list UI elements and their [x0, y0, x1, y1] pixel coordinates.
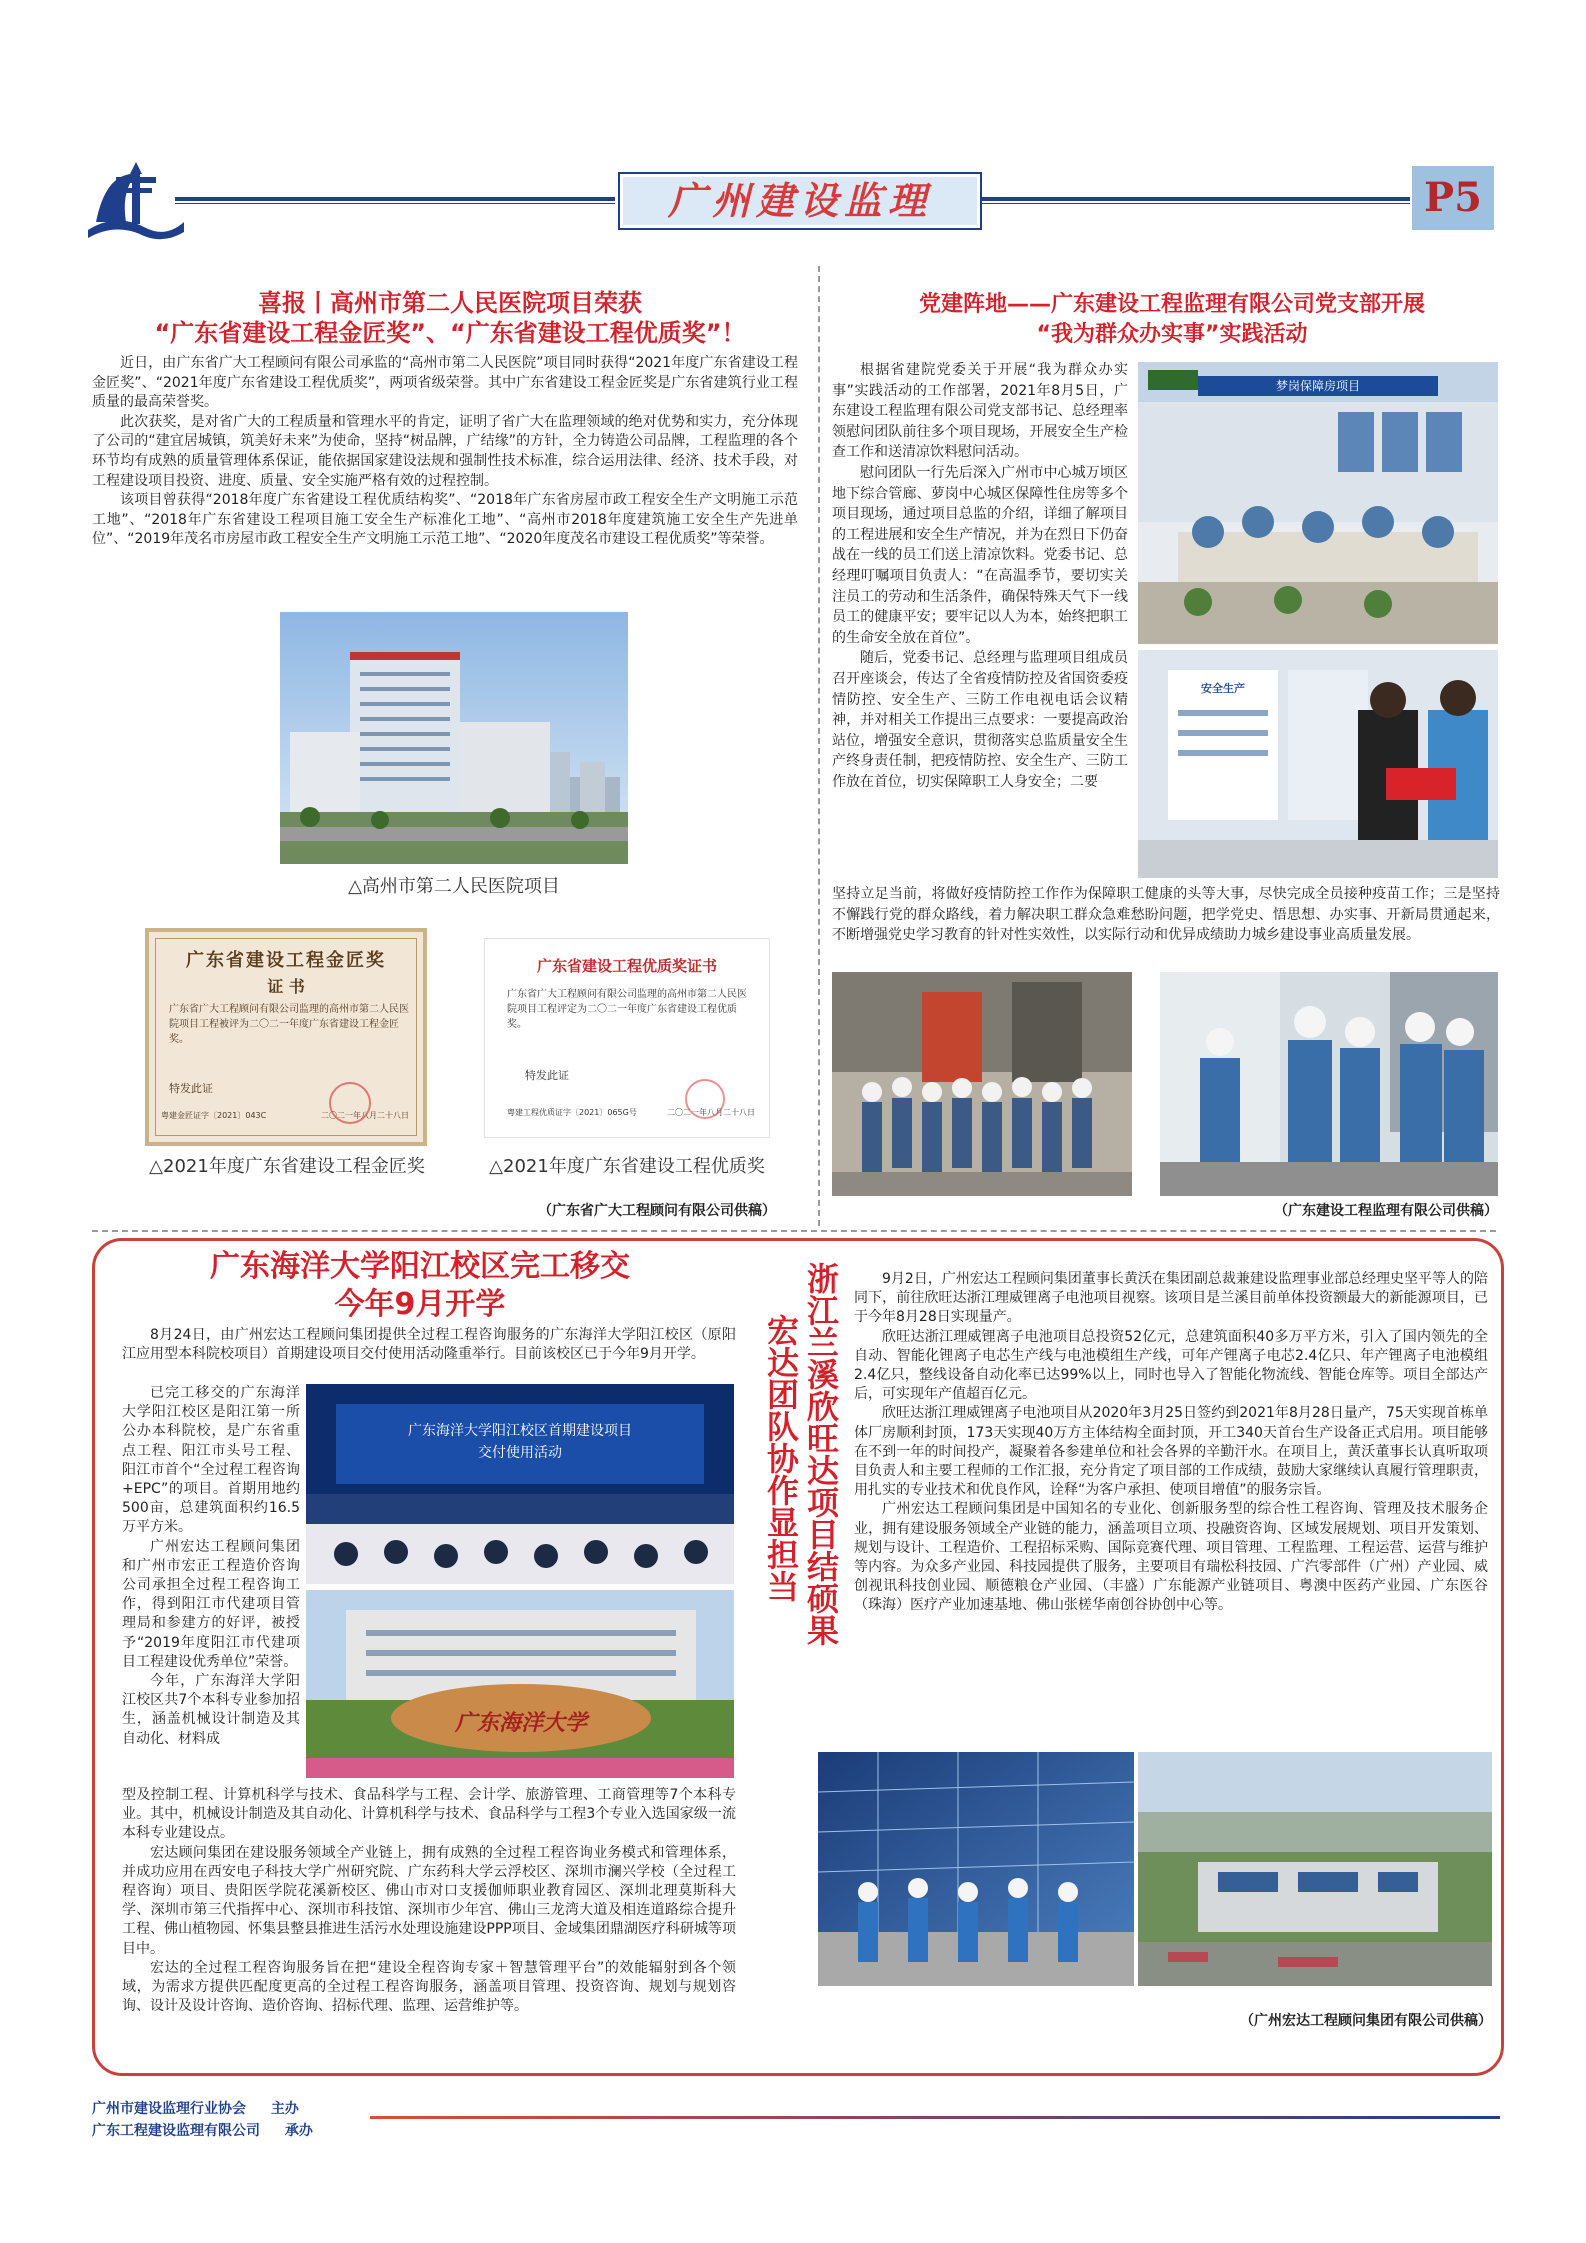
- campus-stone-photo: 广东海洋大学: [306, 1590, 734, 1778]
- article3-body-wide: 型及控制工程、计算机科学与技术、食品科学与工程、会计学、旅游管理、工商管理等7个本科专业。其中，机械设计制造及其自动化、计算机科学与技术、食品科学与工程3个专业入选国家级一流本科专业建设点。 宏达顾问集团在建设服务领域全产业链上，拥有成熟的全过程工程咨询业务模式和管理体系，并成功应用在西安电子科技大学广州研究院、广东药科大学云浮校区、深圳市澜兴学校（全过程工程咨询）项目、贵阳医学院花溪新校区、佛山市对口支援伽师职业教育园区、深圳北理莫斯科大学、深圳市第三代指挥中心、深圳市科技馆、深圳市少年宫、佛山三龙湾大道及相连道路综合提升工程、佛山植物园、怀集县整县推进生活污水处理设施建设PPP项目、金域集团鼎湖医疗科研城等项目中。 宏达的全过程工程咨询服务旨在把“建设全程咨询专家＋智慧管理平台”的效能辐射到各个领域，为需求方提供匹配度更高的全过程工程咨询服务，涵盖项目管理、投资咨询、规划与规划咨询、设计及设计咨询、造价咨询、招标代理、监理、运营维护等。: [122, 1787, 736, 2015]
- article1-body: 近日，由广东省广大工程顾问有限公司承监的“高州市第二人民医院”项目同时获得“2021年度广东省建设工程金匠奖”、“2021年度广东省建设工程优质奖”，两项省级荣誉。其中广东省建设工程金匠奖是广东省建筑行业工程质量的最高荣誉奖。 此次获奖，是对省广大的工程质量和管理水平的肯定，证明了省广大在监理领域的绝对优势和实力，充分体现了公司的“建宜居城镇，筑美好未来”为使命，坚持“树品牌，广结缘”的方针，全力铸造公司品牌，工程监理的各个环节均有成熟的质量管理体系保证，能依据国家建设法规和强制性技术标准，综合运用法律、经济、技术手段，对工程建设项目投资、进度、质量、安全实施严格有效的过程控制。 该项目曾获得“2018年度广东省建设工程优质结构奖”、“2018年广东省房屋市政工程安全生产文明施工示范工地”、“2018年广东省建设工程项目施工安全生产标准化工地”、“高州市2018年度建筑施工安全生产先进单位”、“2019年茂名市房屋市政工程安全生产文明施工示范工地”、“2020年度茂名市建设工程优质奖”等荣誉。: [92, 355, 798, 548]
- article2-credit: （广东建设工程监理有限公司供稿）: [1274, 1203, 1498, 1219]
- hospital-photo: [280, 612, 628, 864]
- article1-title: 喜报丨高州市第二人民医院项目荣获 “广东省建设工程金匠奖”、“广东省建设工程优质奖”！: [154, 289, 746, 347]
- page-number: P5: [1412, 166, 1494, 230]
- footer-exec-org: 广东工程建设监理有限公司: [92, 2123, 260, 2139]
- article4-credit: （广州宏达工程顾问集团有限公司供稿）: [1240, 2013, 1492, 2029]
- footer: [92, 2098, 1504, 2158]
- article4-vertical-title: 宏达团队协作显担当 浙江兰溪欣旺达项目结硕果: [762, 1262, 840, 1646]
- article3-body-narrow: 已完工移交的广东海洋大学阳江校区是阳江第一所公办本科院校，是广东省重点工程、阳江市头号工程、阳江市首个“全过程工程咨询+EPC”的项目。首期用地约500亩，总建筑面积约16.5万平方米。 广州宏达工程顾问集团和广州市宏正工程造价咨询公司承担全过程工程咨询工作，得到阳江市代建项目管理局和参建方的好评，被授予“2019年度阳江市代建项目工程建设优秀单位”荣誉。 今年，广东海洋大学阳江校区共7个本科专业参加招生，涵盖机械设计制造及其自动化、材料成: [122, 1385, 300, 1747]
- meeting-photo: 梦岗保障房项目: [1138, 362, 1498, 644]
- gift-presentation-photo: 安全生产: [1138, 650, 1498, 878]
- quality-award-caption: △2021年度广东省建设工程优质奖: [489, 1156, 765, 1177]
- seal-icon: [685, 1079, 725, 1119]
- logo-icon: [86, 152, 186, 242]
- hospital-photo-caption: △高州市第二人民医院项目: [348, 876, 560, 897]
- site-visit-photo-2: [1160, 972, 1498, 1196]
- masthead: [618, 172, 982, 230]
- handover-ceremony-photo: 广东海洋大学阳江校区首期建设项目 交付使用活动: [306, 1384, 734, 1584]
- article1-credit: （广东省广大工程顾问有限公司供稿）: [538, 1203, 776, 1219]
- factory-visit-photo: [818, 1752, 1134, 1986]
- masthead-title: 广州建设监理: [667, 179, 932, 223]
- quality-award-certificate: 广东省建设工程优质奖证书 广东省广大工程顾问有限公司监理的高州市第二人民医院项目工程评定为二〇二一年度广东省建设工程优质奖。 特发此证 粤建工程优质证字〔2021〕065G号 二〇二一年八月二十八日: [484, 938, 770, 1138]
- article2-title: 党建阵地——广东建设工程监理有限公司党支部开展 “我为群众办实事”实践活动: [918, 292, 1425, 347]
- footer-host-org: 广州市建设监理行业协会: [92, 2101, 246, 2117]
- header: [0, 150, 1586, 250]
- gold-award-caption: △2021年度广东省建设工程金匠奖: [149, 1156, 425, 1177]
- seal-icon: [329, 1082, 371, 1124]
- footer-host-role: 主办: [270, 2101, 299, 2117]
- article2-body-narrow: 根据省建院党委关于开展“我为群众办实事”实践活动的工作部署，2021年8月5日，广东建设工程监理有限公司党支部书记、总经理率领慰问团队前往多个项目现场，开展安全生产检查工作和送清凉饮料慰问活动。 慰问团队一行先后深入广州市中心城万顷区地下综合管廊、萝岗中心城区保障性住房等多个项目现场，通过项目总监的介绍，详细了解项目的工程进展和安全生产情况，并为在烈日下仍奋战在一线的员工们送上清凉饮料。党委书记、总经理叮嘱项目负责人：“在高温季节，要切实关注员工的劳动和生活条件，确保特殊天气下一线员工的健康平安；要牢记以人为本，始终把职工的生命安全放在首位”。 随后，党委书记、总经理与监理项目组成员召开座谈会，传达了全省疫情防控及省国资委疫情防控、安全生产、三防工作电视电话会议精神，并对相关工作提出三点要求：一要提高政治站位，增强安全意识，贯彻落实总监质量安全生产终身责任制，把疫情防控、安全生产、三防工作放在首位，切实保障职工人身安全；二要: [832, 362, 1128, 790]
- site-visit-photo-1: [832, 972, 1132, 1196]
- article3-intro: 8月24日，由广州宏达工程顾问集团提供全过程工程咨询服务的广东海洋大学阳江校区（原阳江应用型本科院校项目）首期建设项目交付使用活动隆重举行。目前该校区已于今年9月开学。: [122, 1327, 736, 1363]
- footer-exec-role: 承办: [284, 2123, 313, 2139]
- footer-rule: [370, 2116, 1500, 2119]
- factory-aerial-photo: [1138, 1752, 1492, 1986]
- article2-body-wide: 坚持立足当前，将做好疫情防控工作作为保障职工健康的头等大事，尽快完成全员接种疫苗工作；三是坚持不懈践行党的群众路线，着力解决职工群众急难愁盼问题，把学党史、悟思想、办实事、开新局贯通起来，不断增强党史学习教育的针对性实效性，以实际行动和优异成绩助力城乡建设事业高质量发展。: [832, 886, 1500, 944]
- article4-body: 9月2日，广州宏达工程顾问集团董事长黄沃在集团副总裁兼建设监理事业部总经理史坚平等人的陪同下，前往欣旺达浙江理威锂离子电池项目视察。该项目是兰溪目前单体投资额最大的新能源项目，已于今年8月28日实现量产。 欣旺达浙江理威锂离子电池项目总投资52亿元，总建筑面积40多万平方米，引入了国内领先的全自动、智能化锂离子电芯生产线与电池模组生产线，可年产锂离子电芯2.4亿只、年产锂离子电池模组2.4亿只，整线设备自动化率已达99%以上，同时也导入了智能化物流线、智能仓库等。项目全部达产后，可实现年产值超百亿元。 欣旺达浙江理威锂离子电池项目从2020年3月25日签约到2021年8月28日量产，75天实现首栋单体厂房顺利封顶，173天实现40万方主体结构全面封顶，开工340天首台生产设备正式启用。项目能够在不到一年的时间投产，凝聚着各参建单位和社会各界的辛勤汗水。在项目上，黄沃董事长认真听取项目负责人和主要工程师的工作汇报，充分肯定了项目部的工作成绩，鼓励大家继续认真履行管理职责，用扎实的专业技术和优良作风，诠释“为客户承担、使项目增值”的服务宗旨。 广州宏达工程顾问集团是中国知名的专业化、创新服务型的综合性工程咨询、管理及技术服务企业，拥有建设服务领域全产业链的能力，涵盖项目立项、投融资咨询、区域发展规划、项目开发策划、规划与设计、工程造价、工程招标采购、国际竞赛代理、项目管理、工程监理、工程运营、运营与维护等内容。为众多产业园、科技园提供了服务，主要项目有瑞松科技园、广汽零部件（广州）产业园、威创视讯科技创业园、顺德粮仓产业园、（丰盛）广东能源产业链项目、粤澳中医药产业园、广东医谷（珠海）医疗产业加速基地、佛山张槎华南创谷协创中心等。: [854, 1271, 1488, 1614]
- article3-title: 广东海洋大学阳江校区完工移交 今年9月开学: [210, 1249, 630, 1322]
- gold-award-certificate: 广东省建设工程金匠奖 证 书 广东省广大工程顾问有限公司监理的高州市第二人民医院项目工程被评为二〇二一年度广东省建设工程金匠奖。 特发此证 粤建金匠证字〔2021〕043C 二〇二一年八月二十八日: [145, 928, 427, 1146]
